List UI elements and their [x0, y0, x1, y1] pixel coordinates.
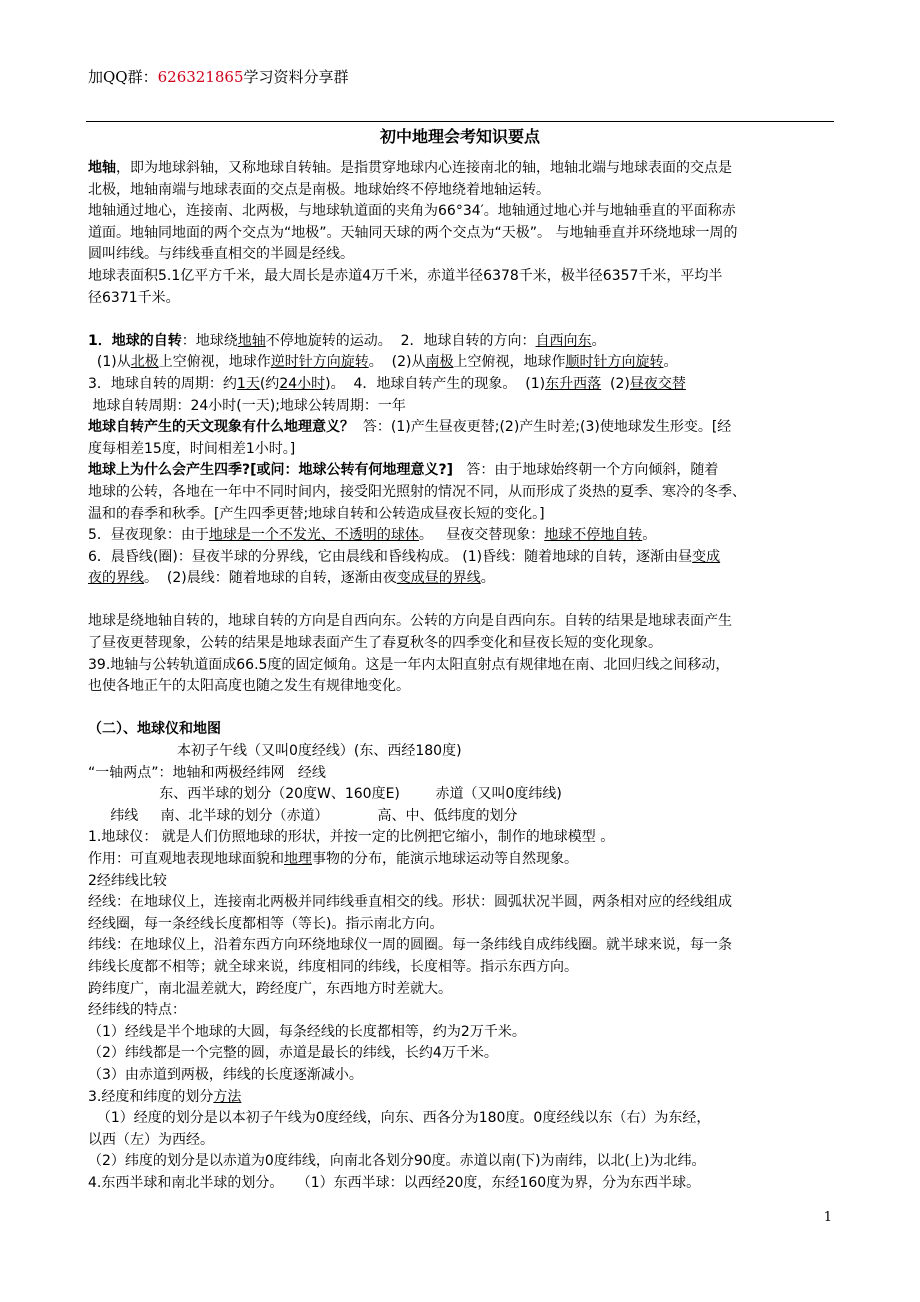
text-run: 地球自转周期：24小时(一天);地球公转周期：一年 [88, 397, 406, 414]
text-run: ，即为地球斜轴，又称地球自转轴。是指贯穿地球内心连接南北的轴，地轴北端与地球表面的交点是 [116, 160, 732, 176]
text-run: 6．晨昏线(圈)：昼夜半球的分界线，它由晨线和昏线构成。 (1)昏线：随着地球的自转，逐渐由昼 [88, 548, 693, 565]
text-run: 度每相差15度，时间相差1小时。] [88, 440, 296, 457]
text-line [88, 1151, 836, 1173]
text-line [88, 957, 836, 979]
text-line [88, 201, 836, 223]
text-run: 答：(1)产生昼夜更替;(2)产生时差;(3)使地球发生形变。[经 [354, 419, 732, 436]
text-run: 1.地球仪： 就是人们仿照地球的形状，并按一定的比例把它缩小，制作的地球模型 。 [88, 829, 615, 846]
text-run: 4.东西半球和南北半球的划分。 （1）东西半球：以西经20度，东经160度为界，分为东西半球。 [88, 1174, 701, 1191]
underlined-run: 24小时 [279, 375, 326, 392]
underlined-run: 方法 [213, 1088, 242, 1105]
text-run: （2）纬线都是一个完整的圆，赤道是最长的纬线，长约4万千米。 [88, 1045, 498, 1062]
text-line [88, 827, 836, 849]
text-run: )。 4．地球自转产生的现象。 (1) [325, 375, 546, 392]
text-line [88, 741, 836, 763]
text-run: 。 昼夜交替现象： [418, 527, 545, 544]
text-line [88, 504, 836, 526]
text-run: 温和的春季和秋季。[产生四季更替;地球自转和公转造成昼夜长短的变化。] [88, 505, 545, 522]
text-run: 径6371千米。 [88, 289, 180, 306]
bold-run: 地球自转产生的天文现象有什么地理意义？ [88, 419, 354, 436]
text-line [88, 611, 836, 633]
underlined-run: 地球不停地自转 [544, 527, 643, 544]
text-run: 地球的公转，各地在一年中不同时间内，接受阳光照射的情况不同，从而形成了炎热的夏季、寒冷的冬季、 [88, 483, 746, 500]
bold-run: 地球上为什么会产生四季?[或问：地球公转有何地理意义?] [88, 462, 454, 479]
text-line [88, 266, 836, 288]
text-run: 。 (2)晨线：随着地球的自转，逐渐由夜 [144, 570, 397, 587]
underlined-run: 1天 [236, 375, 260, 392]
text-run: 了昼夜更替现象，公转的结果是地球表面产生了春夏秋冬的四季变化和昼夜长短的变化现象。 [88, 635, 662, 652]
text-line [88, 784, 836, 806]
paragraph-gap [88, 698, 836, 720]
text-line [88, 158, 836, 180]
text-run: 作用：可直观地表现地球面貌和 [88, 851, 284, 867]
text-run: 东、西半球的划分（20度W、160度E) 赤道（又叫0度纬线) [88, 786, 562, 803]
text-line [88, 525, 836, 547]
underlined-run: 地轴 [237, 332, 266, 349]
text-line [88, 374, 836, 396]
text-run: 地球是绕地轴自转的，地球自转的方向是自西向东。公转的方向是自西向东。自转的结果是地球表面产生 [88, 613, 732, 630]
bold-run: 地轴 [88, 160, 116, 176]
text-line [88, 806, 836, 828]
underlined-run: 变成昼的界线 [396, 570, 481, 587]
underlined-run: 自西向东 [535, 332, 592, 349]
text-run: 上空俯视，地球作 [158, 354, 271, 371]
bold-run: 1．地球的自转 [88, 332, 182, 349]
text-run: 3.经度和纬度的划分 [88, 1088, 214, 1105]
header-rule [86, 121, 834, 122]
text-run: 不停地旋转的运动。 2．地球自转的方向： [265, 332, 536, 349]
text-line [88, 288, 836, 310]
text-run: 3．地球自转的周期：约 [88, 375, 237, 392]
qq-number: 626321865 [157, 68, 244, 86]
text-line [88, 439, 836, 461]
bold-run: （二）、地球仪和地图 [88, 721, 221, 738]
text-line [88, 849, 836, 871]
underlined-run: 南极 [425, 354, 454, 371]
text-line [88, 633, 836, 655]
text-run: 经纬线的特点： [88, 1002, 186, 1019]
text-run: 道面。地轴同地面的两个交点为“地极”。天轴同天球的两个交点为“天极”。 与地轴垂直并环绕地球一周的 [88, 224, 738, 241]
underlined-run: 北极 [130, 354, 159, 371]
text-run: 。 [642, 527, 657, 544]
text-run: 。 [663, 354, 678, 371]
text-run: 。 [591, 332, 606, 349]
text-line [88, 352, 836, 374]
text-run: 。 (2)从 [368, 354, 426, 371]
text-run: (2) [601, 375, 630, 392]
paragraph-gap [88, 590, 836, 612]
text-line [88, 460, 836, 482]
paragraph-gap [88, 309, 836, 331]
text-run: (1)从 [88, 354, 131, 371]
text-line [88, 676, 836, 698]
text-run: 北极，地轴南端与地球表面的交点是南极。地球始终不停地绕着地轴运转。 [88, 181, 550, 198]
underlined-run: 东升西落 [545, 375, 602, 392]
text-run: 39.地轴与公转轨道面成66.5度的固定倾角。这是一年内太阳直射点有规律地在南、北回归线之间移动， [88, 656, 730, 673]
page-number: 1 [823, 1210, 832, 1225]
text-run: ：地球绕 [181, 332, 238, 349]
text-run: 以西（左）为西经。 [88, 1131, 214, 1148]
text-run: 答：由于地球始终朝一个方向倾斜，随着 [453, 462, 719, 479]
underlined-run: 夜的界线 [88, 570, 144, 587]
text-line [88, 719, 836, 741]
document-title: 初中地理会考知识要点 [379, 127, 540, 146]
text-run: (约 [259, 375, 280, 392]
text-line [88, 979, 836, 1001]
text-line [88, 482, 836, 504]
text-line [88, 1022, 836, 1044]
document-body [88, 158, 836, 1195]
text-line [88, 396, 836, 418]
text-run: 2经纬线比较 [88, 872, 167, 889]
text-run: 地球表面积5.1亿平方千米，最大周长是赤道4万千米，赤道半径6378千米，极半径6357千米，平均半 [88, 267, 723, 284]
text-line [88, 244, 836, 266]
text-run: 纬线长度都不相等；就全球来说，纬度相同的纬线，长度相等。指示东西方向。 [88, 958, 578, 975]
text-line [88, 1065, 836, 1087]
text-line [88, 547, 836, 569]
text-run: （3）由赤道到两极，纬线的长度逐渐减小。 [88, 1066, 363, 1083]
text-run: 也使各地正午的太阳高度也随之发生有规律地变化。 [88, 678, 410, 695]
text-run: 。 [480, 570, 495, 587]
text-run: （1）经度的划分是以本初子午线为0度经线，向东、西各分为180度。0度经线以东（右）为东经， [88, 1110, 711, 1127]
text-run: 地轴通过地心，连接南、北两极，与地球轨道面的夹角为66°34′。地轴通过地心并与地轴垂直的平面称赤 [88, 203, 736, 220]
text-line [88, 763, 836, 785]
text-line [88, 180, 836, 202]
text-line [88, 417, 836, 439]
text-line [88, 1173, 836, 1195]
underlined-run: 地理 [284, 851, 312, 867]
underlined-run: 顺时针方向旋转 [565, 354, 664, 371]
text-line [88, 1108, 836, 1130]
text-line [88, 1000, 836, 1022]
text-line [88, 568, 836, 590]
text-run: 上空俯视，地球作 [453, 354, 566, 371]
text-line [88, 1043, 836, 1065]
text-line [88, 892, 836, 914]
text-run: 纬线：在地球仪上，沿着东西方向环绕地球仪一周的圆圈。每一条纬线自成纬线圈。就半球来说，每一条 [88, 937, 732, 954]
underlined-run: 昼夜交替 [629, 375, 686, 392]
text-run: 圆叫纬线。与纬线垂直相交的半圆是经线。 [88, 246, 354, 263]
text-line [88, 1087, 836, 1109]
text-line [88, 935, 836, 957]
text-run: “一轴两点”：地轴和两极经纬网 经线 [88, 764, 326, 781]
text-run: 本初子午线（又叫0度经线）(东、西经180度) [88, 743, 462, 760]
text-run: （2）纬度的划分是以赤道为0度纬线，向南北各划分90度。赤道以南(下)为南纬，以北(上)为北纬。 [88, 1153, 706, 1170]
page-header: 加QQ群：626321865学习资料分享群 [88, 68, 349, 86]
text-line [88, 223, 836, 245]
underlined-run: 变成 [692, 548, 721, 565]
underlined-run: 逆时针方向旋转 [270, 354, 369, 371]
text-run: 跨纬度广，南北温差就大，跨经度广，东西地方时差就大。 [88, 980, 452, 997]
text-run: 经线圈，每一条经线长度都相等（等长)。指示南北方向。 [88, 915, 444, 932]
text-run: 事物的分布，能演示地球运动等自然现象。 [312, 851, 578, 867]
text-run: 经线：在地球仪上，连接南北两极并同纬线垂直相交的线。形状：圆弧状况半圆，两条相对应的经线组成 [88, 894, 732, 911]
text-line [88, 655, 836, 677]
text-line [88, 331, 836, 353]
text-run: 纬线 南、北半球的划分（赤道） 高、中、低纬度的划分 [88, 807, 518, 824]
underlined-run: 地球是一个不发光、不透明的球体 [208, 527, 419, 544]
text-line [88, 871, 836, 893]
text-run: 5．昼夜现象：由于 [88, 527, 209, 544]
text-run: （1）经线是半个地球的大圆，每条经线的长度都相等，约为2万千米。 [88, 1023, 526, 1040]
text-line [88, 1130, 836, 1152]
text-line [88, 914, 836, 936]
